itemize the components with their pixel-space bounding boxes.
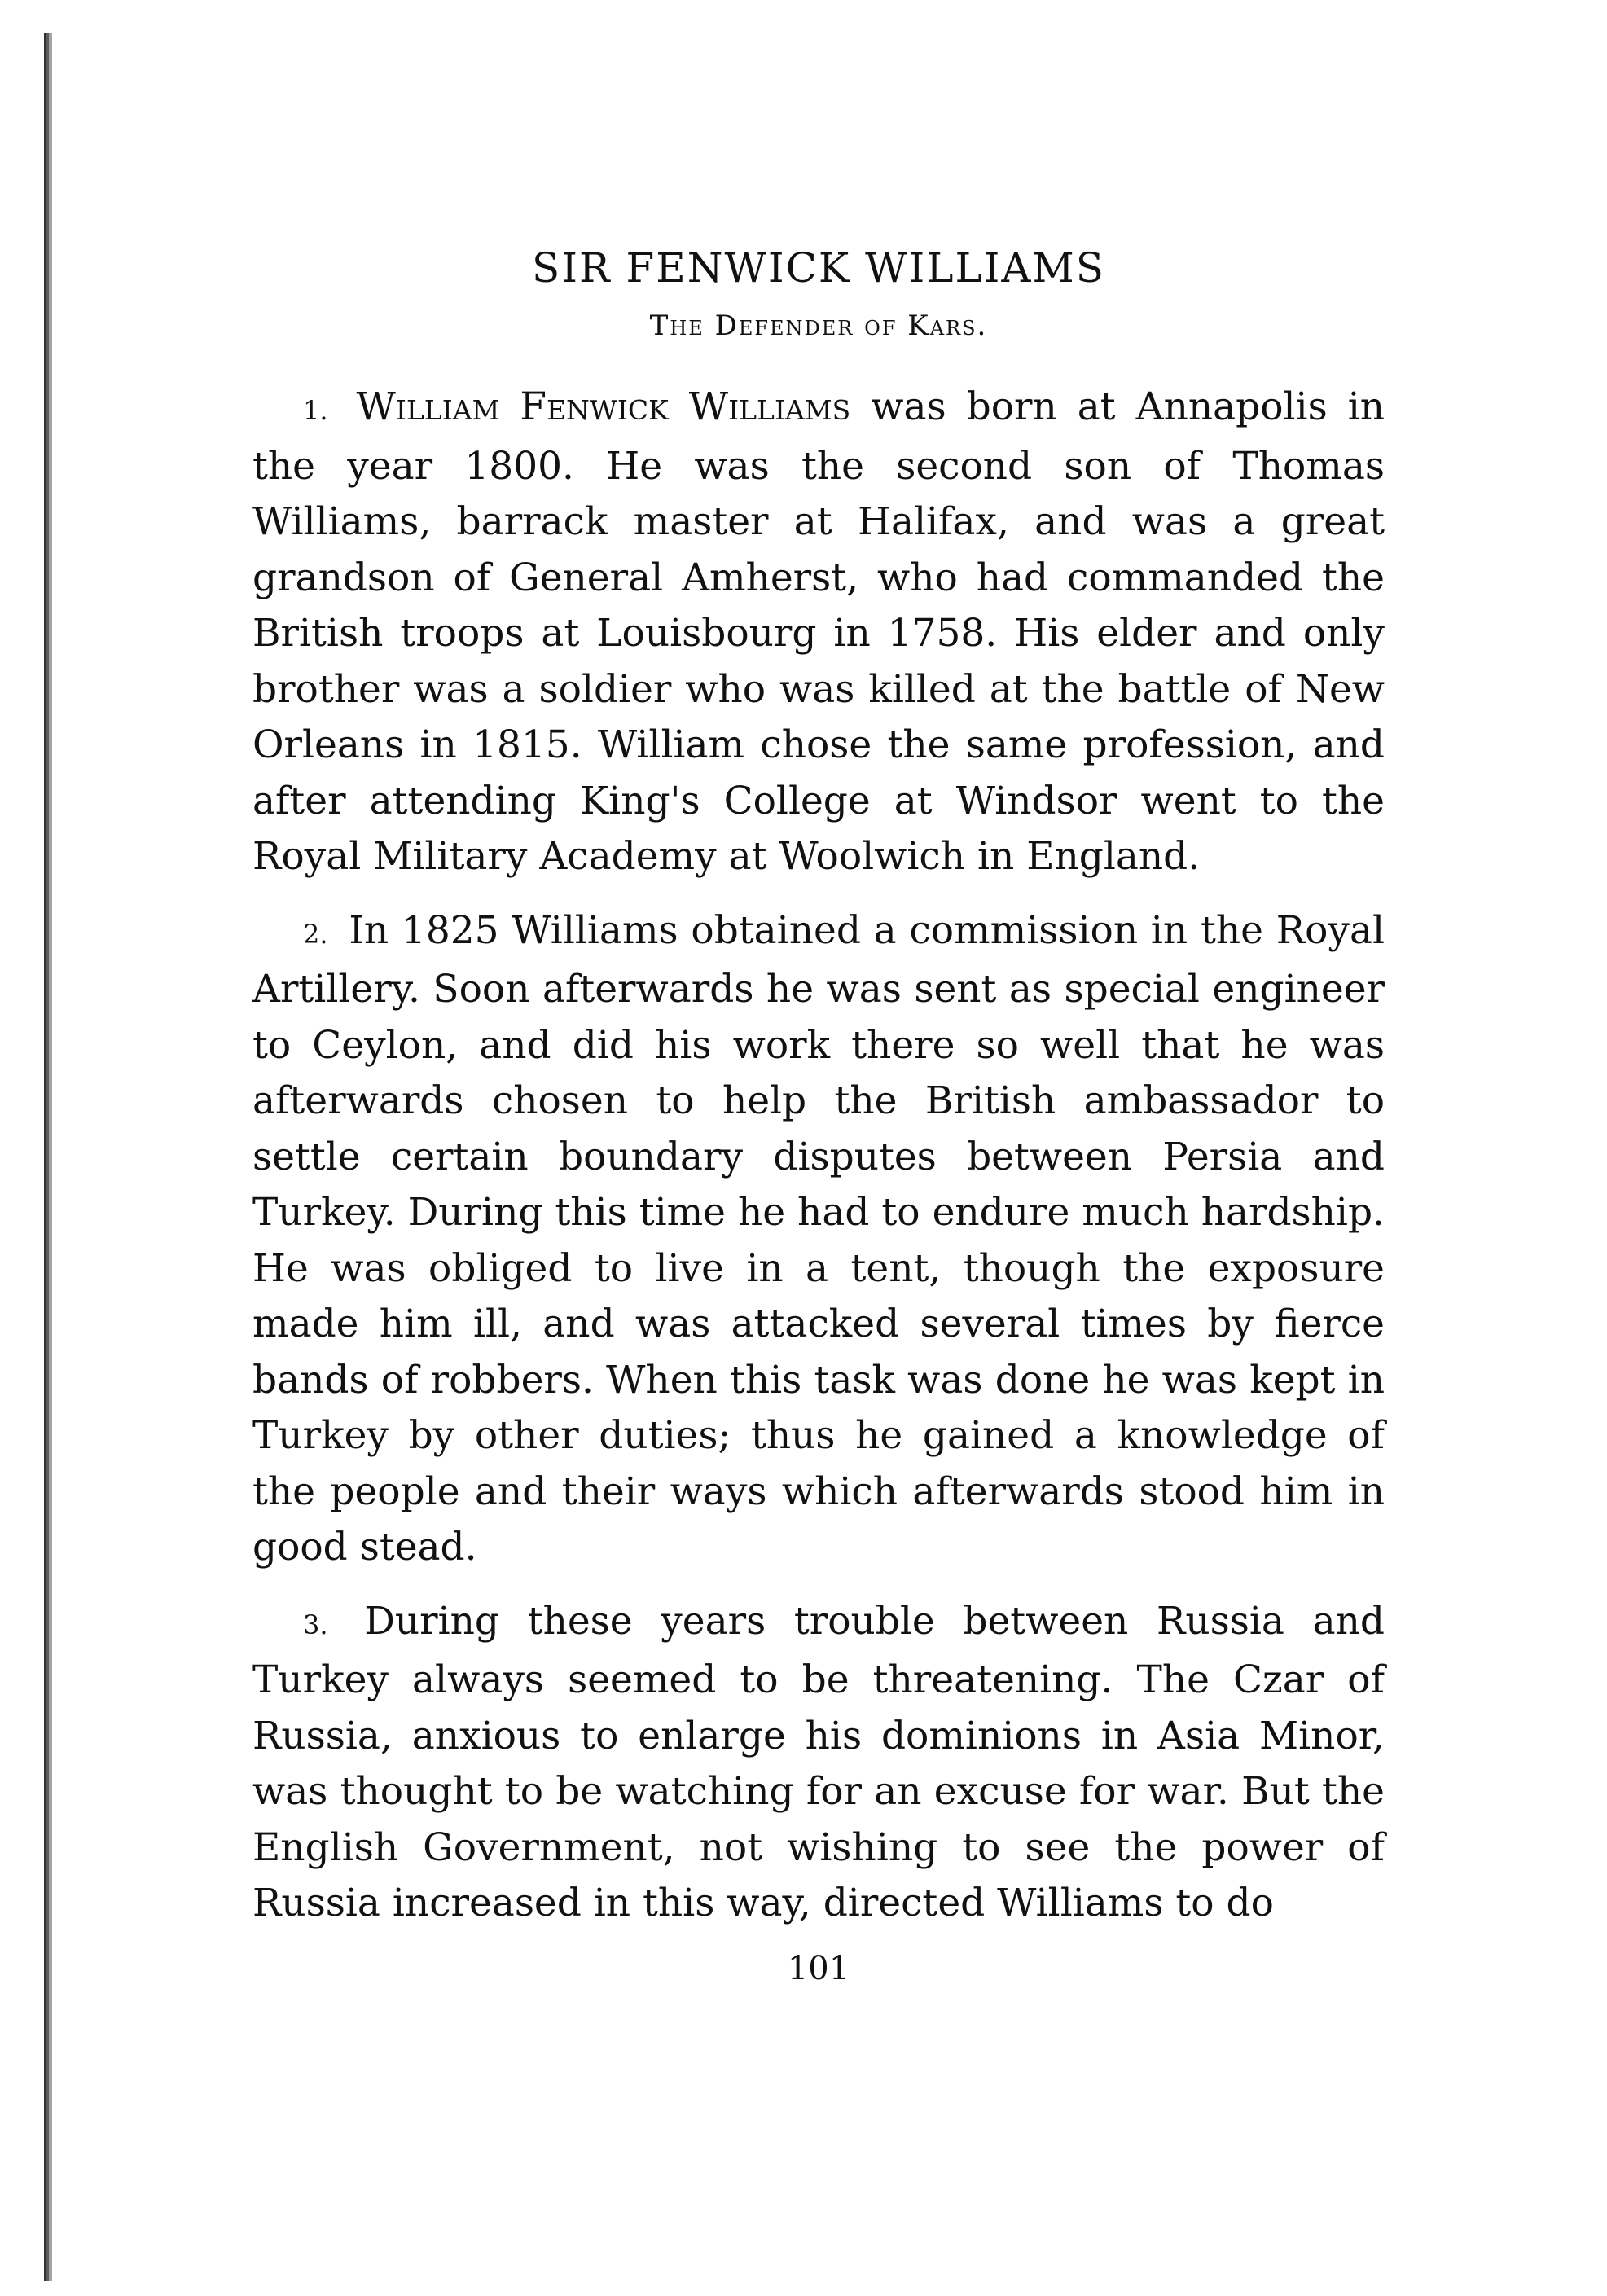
book-page: [252, 244, 1385, 1987]
paragraph-text: In 1825 Williams obtained a commission in the Royal Artillery. Soon afterwards he was sent as special engineer to Ceylon, and did his work there so well that he was afterwards chosen to help the British ambassador to settle certain boundary disputes between Persia and Turkey. During this time he had to endure much hardship. He was obliged to live in a tent, though the exposure made him ill, and was attacked several times by fierce bands of robbers. When this task was done he was kept in Turkey by other duties; thus he gained a knowledge of the people and their ways which afterwards stood him in good stead.: [252, 907, 1385, 1569]
chapter-subtitle: The Defender of Kars.: [649, 309, 988, 342]
paragraph-3: [252, 1594, 1385, 1932]
scan-binding-edge: [44, 33, 52, 2281]
paragraph-1: [252, 380, 1385, 885]
paragraph-text: During these years trouble between Russia and Turkey always seemed to be threatening. The Czar of Russia, anxious to enlarge his dominions in Asia Minor, was thought to be watching for an excuse for war. But the English Government, not wishing to see the power of Russia increased in this way, directed Williams to do: [252, 1598, 1385, 1925]
chapter-title: SIR FENWICK WILLIAMS: [532, 244, 1105, 292]
paragraph-lead: William Fenwick Williams: [356, 384, 851, 429]
paragraph-text: was born at Annapolis in the year 1800. He was the second son of Thomas Williams, barrack master at Halifax, and was a great grandson of General Amherst, who had commanded the British troops at Louisbourg in 1758. His elder and only brother was a soldier who was killed at the battle of New Orleans in 1815. William chose the same profession, and after attending King's College at Windsor went to the Royal Military Academy at Woolwich in England.: [252, 384, 1385, 879]
paragraph-2: [252, 903, 1385, 1576]
paragraph-number: 3.: [303, 1609, 328, 1640]
paragraph-number: 1.: [303, 395, 328, 426]
paragraph-number: 2.: [303, 918, 328, 950]
page-number: 101: [787, 1949, 850, 1987]
